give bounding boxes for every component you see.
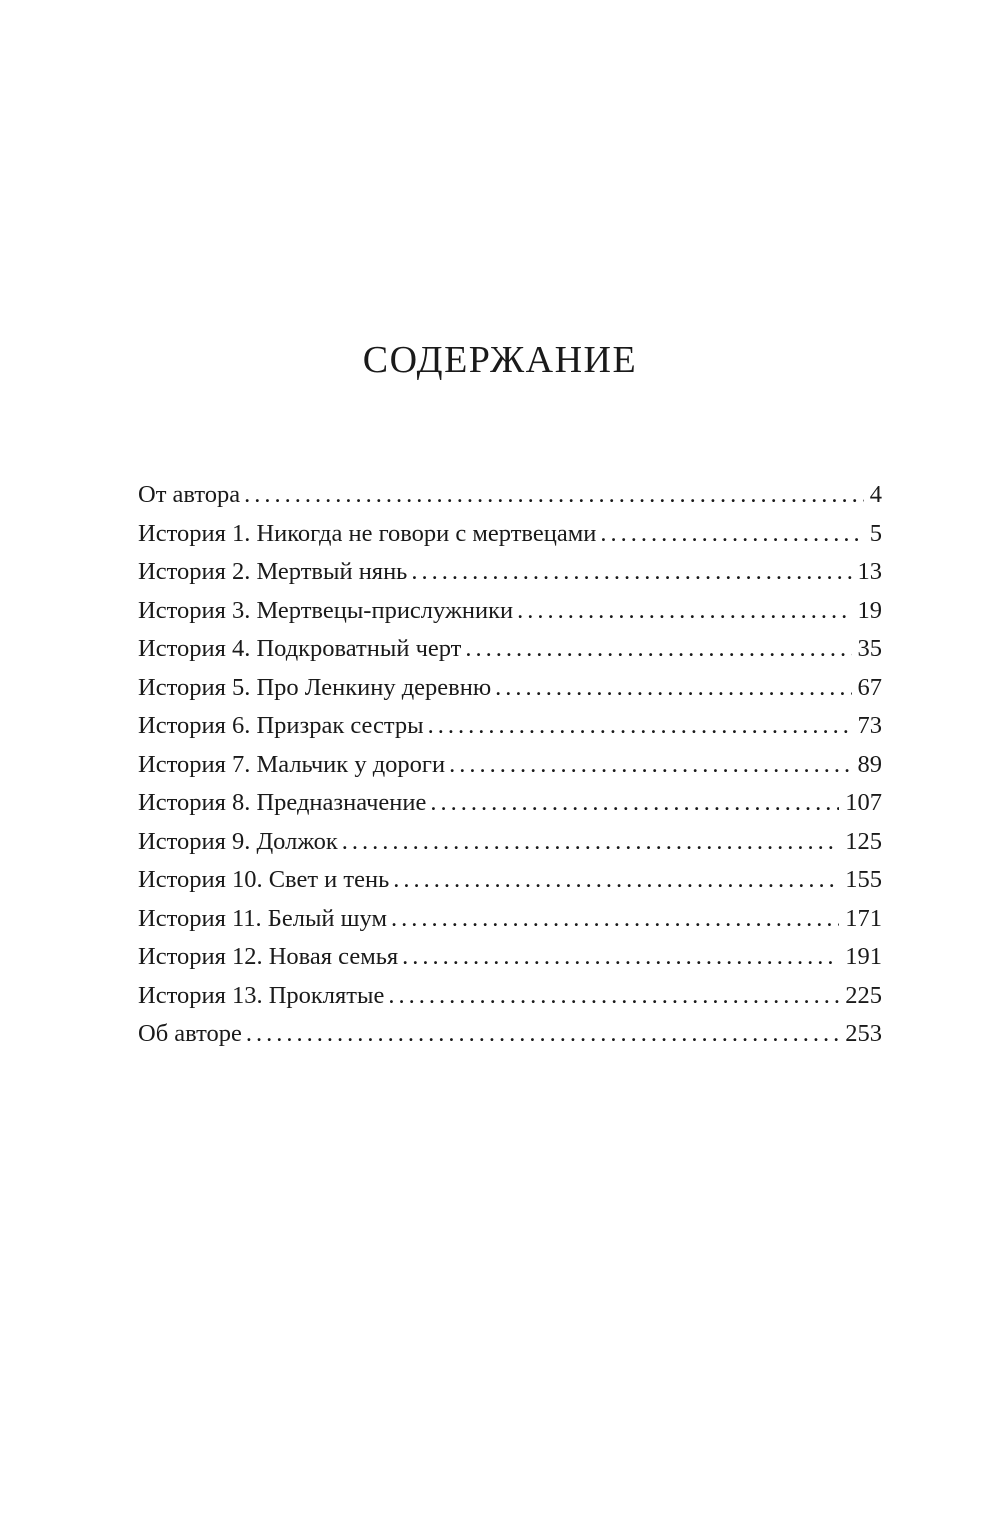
dot-leader	[411, 553, 851, 592]
toc-entry-title: От автора	[138, 481, 241, 508]
toc-entry	[138, 977, 882, 1016]
toc-entry-page: 89	[857, 750, 882, 778]
toc-entry	[138, 823, 882, 862]
toc-entry	[138, 630, 882, 669]
toc-entry	[138, 592, 882, 631]
dot-leader	[402, 938, 839, 977]
dot-leader	[465, 630, 851, 669]
toc-entry-title: История 4. Подкроватный черт	[138, 635, 462, 662]
dot-leader	[393, 861, 839, 900]
toc-entry-page: 4	[869, 481, 882, 508]
table-of-contents	[138, 476, 882, 1054]
dot-leader	[449, 746, 851, 785]
toc-entry	[138, 938, 882, 977]
toc-entry-page: 107	[845, 789, 882, 816]
toc-entry-page: 225	[845, 981, 882, 1009]
dot-leader	[430, 784, 839, 823]
toc-entry-title: История 11. Белый шум	[138, 904, 387, 932]
toc-entry-title: История 6. Призрак сестры	[138, 712, 424, 739]
toc-entry-title: История 7. Мальчик у дороги	[138, 750, 446, 778]
toc-entry-page: 191	[845, 943, 882, 970]
toc-entry-title: История 1. Никогда не говори с мертвецами	[138, 519, 597, 547]
dot-leader	[428, 707, 852, 746]
toc-entry-page: 171	[845, 904, 882, 932]
toc-entry	[138, 669, 882, 708]
toc-entry-page: 155	[845, 866, 882, 893]
toc-entry-page: 125	[845, 827, 882, 855]
toc-entry-title: История 12. Новая семья	[138, 943, 399, 970]
toc-entry	[138, 476, 882, 515]
toc-entry-title: История 10. Свет и тень	[138, 866, 390, 893]
toc-entry	[138, 746, 882, 785]
dot-leader	[517, 592, 851, 631]
toc-entry	[138, 861, 882, 900]
dot-leader	[391, 900, 839, 939]
page-title: СОДЕРЖАНИЕ	[362, 339, 638, 381]
toc-entry-title: История 5. Про Ленкину деревню	[138, 673, 492, 701]
toc-entry-title: Об авторе	[138, 1020, 242, 1047]
toc-entry-page: 253	[845, 1020, 882, 1047]
toc-entry-page: 35	[857, 635, 882, 662]
toc-entry	[138, 515, 882, 554]
toc-entry-title: История 9. Должок	[138, 827, 338, 855]
toc-entry-page: 13	[857, 558, 882, 585]
toc-entry-title: История 13. Проклятые	[138, 981, 385, 1009]
toc-entry-page: 67	[857, 673, 882, 701]
dot-leader	[495, 669, 851, 708]
dot-leader	[600, 515, 863, 554]
toc-entry-title: История 8. Предназначение	[138, 789, 427, 816]
toc-entry	[138, 707, 882, 746]
dot-leader	[244, 476, 864, 515]
toc-entry	[138, 1015, 882, 1054]
toc-entry-page: 5	[869, 519, 882, 547]
dot-leader	[388, 977, 839, 1016]
toc-entry	[138, 553, 882, 592]
toc-entry-page: 73	[857, 712, 882, 739]
dot-leader	[342, 823, 839, 862]
toc-entry	[138, 900, 882, 939]
toc-entry	[138, 784, 882, 823]
toc-entry-page: 19	[857, 596, 882, 624]
toc-entry-title: История 2. Мертвый нянь	[138, 558, 408, 585]
dot-leader	[246, 1015, 839, 1054]
toc-entry-title: История 3. Мертвецы-прислужники	[138, 596, 514, 624]
